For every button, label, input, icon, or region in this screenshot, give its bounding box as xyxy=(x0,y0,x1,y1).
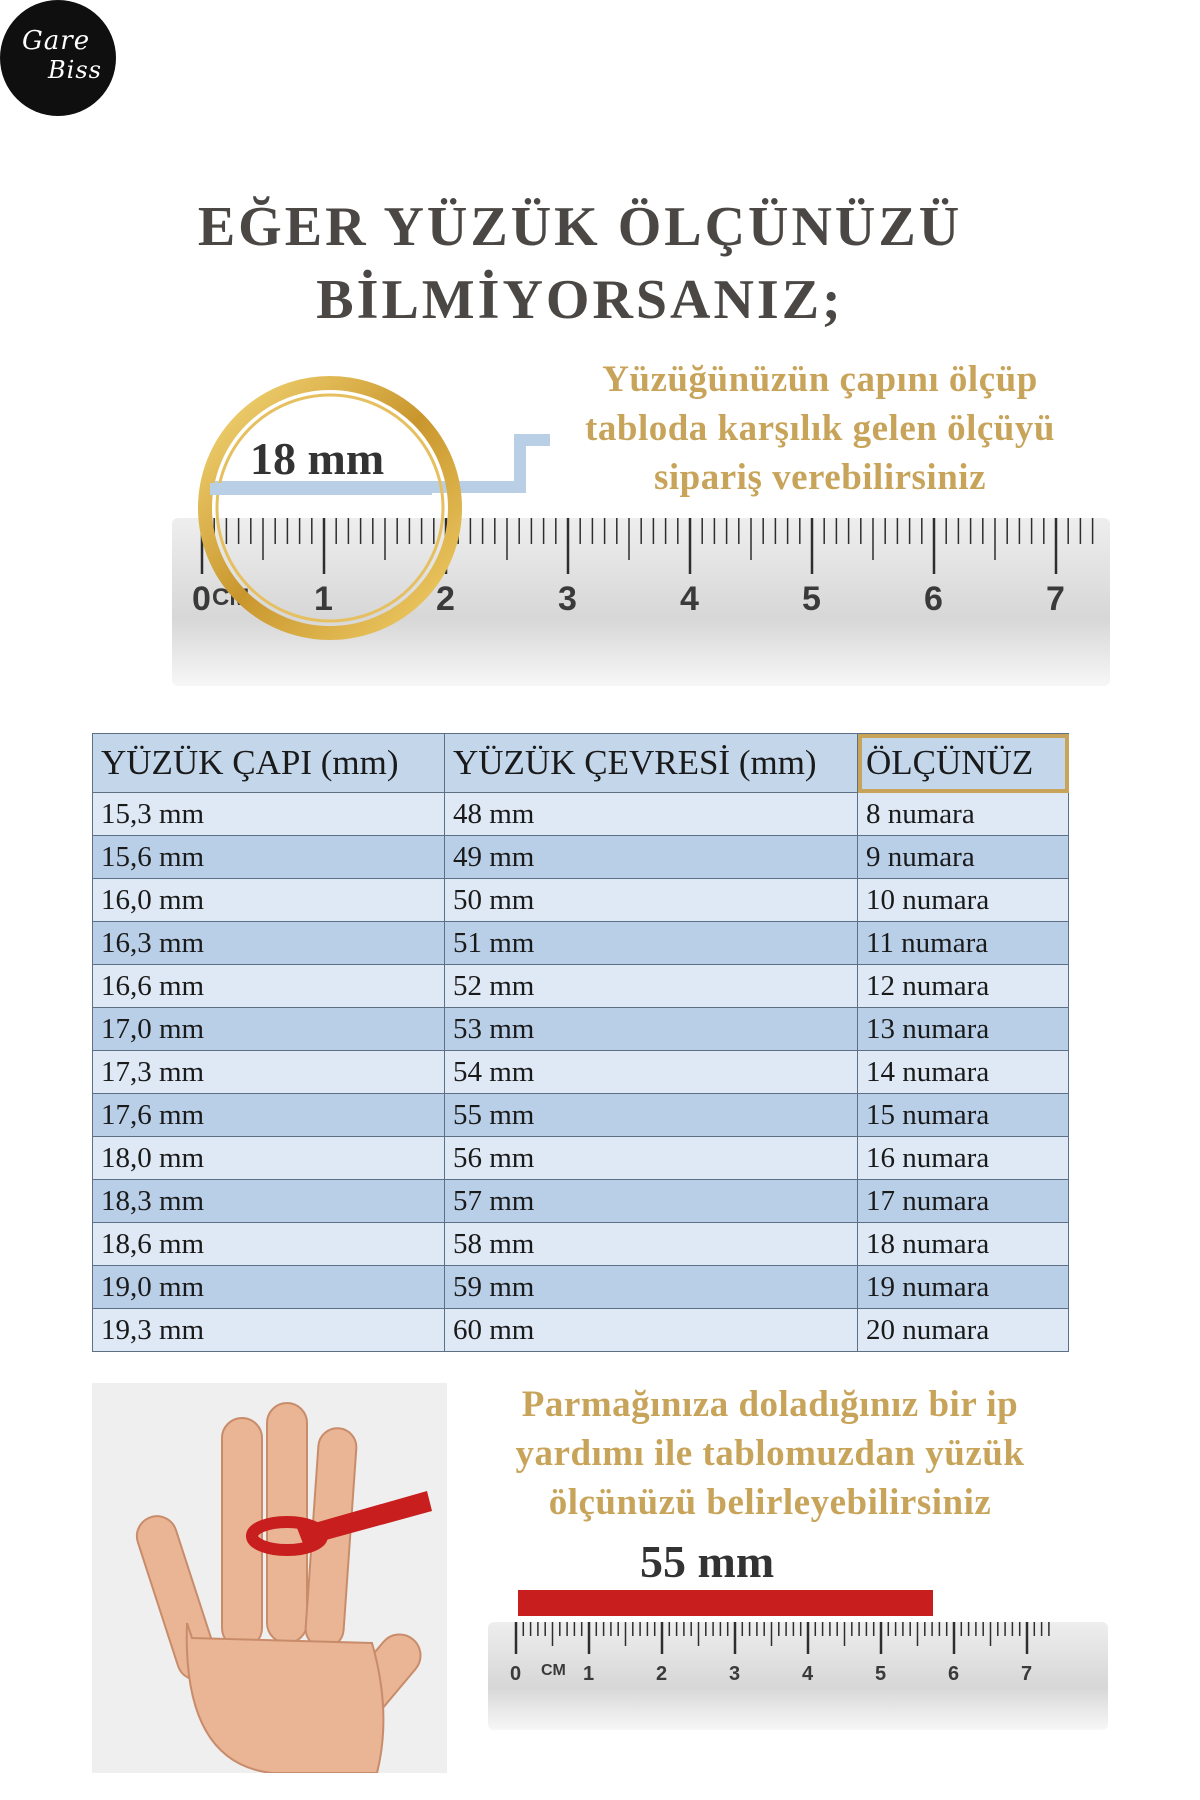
ruler-number: 1 xyxy=(314,580,333,618)
ruler-number: 7 xyxy=(1046,580,1065,618)
cell-size: 9 numara xyxy=(858,836,1069,879)
table-row xyxy=(93,1094,1069,1137)
cell-circumference: 58 mm xyxy=(445,1223,858,1266)
ruler-number: 6 xyxy=(948,1663,960,1685)
ruler-number: 7 xyxy=(1021,1663,1033,1685)
ruler-number: 3 xyxy=(558,580,577,618)
ruler-top-unit: CM xyxy=(212,584,250,611)
cell-circumference: 54 mm xyxy=(445,1051,858,1094)
ruler-number: 2 xyxy=(656,1663,668,1685)
table-row xyxy=(93,1266,1069,1309)
table-row xyxy=(93,922,1069,965)
cell-circumference: 51 mm xyxy=(445,922,858,965)
instruction-bottom-line3: ölçünüzü belirleyebilirsiniz xyxy=(548,1482,992,1523)
cell-diameter: 18,6 mm xyxy=(93,1223,445,1266)
instruction-top-line3: sipariş verebilirsiniz xyxy=(653,457,986,498)
table-row xyxy=(93,879,1069,922)
cell-size: 16 numara xyxy=(858,1137,1069,1180)
table-row xyxy=(93,1223,1069,1266)
ring-diameter-label: 18 mm xyxy=(250,433,385,484)
cell-diameter: 17,0 mm xyxy=(93,1008,445,1051)
instruction-bottom-line1: Parmağınıza doladığınız bir ip xyxy=(521,1384,1019,1425)
ruler-number: 5 xyxy=(802,580,821,618)
hand-photo xyxy=(92,1383,447,1773)
ruler-number: 5 xyxy=(875,1663,887,1685)
logo-text-line1: Gare xyxy=(22,26,91,56)
cell-circumference: 60 mm xyxy=(445,1309,858,1352)
ruler-number: 3 xyxy=(729,1663,741,1685)
table-row xyxy=(93,1051,1069,1094)
string-length-label: 55 mm xyxy=(640,1536,775,1587)
table-header-row xyxy=(93,734,1069,793)
ruler-number: 0 xyxy=(510,1663,522,1685)
table-row xyxy=(93,836,1069,879)
ruler-number: 0 xyxy=(192,580,211,618)
cell-diameter: 18,0 mm xyxy=(93,1137,445,1180)
table-row xyxy=(93,793,1069,836)
cell-size: 15 numara xyxy=(858,1094,1069,1137)
ruler-bottom-ticks xyxy=(488,1622,1108,1730)
cell-size: 10 numara xyxy=(858,879,1069,922)
gold-ring-icon xyxy=(190,368,470,648)
ruler-bottom xyxy=(488,1622,1108,1730)
table-row xyxy=(93,1008,1069,1051)
cell-diameter: 17,3 mm xyxy=(93,1051,445,1094)
cell-size: 12 numara xyxy=(858,965,1069,1008)
logo-text-line2: Biss xyxy=(48,56,102,84)
cell-size: 20 numara xyxy=(858,1309,1069,1352)
ring-size-table xyxy=(92,733,1069,1352)
cell-circumference: 59 mm xyxy=(445,1266,858,1309)
table-row xyxy=(93,1180,1069,1223)
instruction-bottom-line2: yardımı ile tablomuzdan yüzük xyxy=(515,1433,1025,1474)
cell-diameter: 16,0 mm xyxy=(93,879,445,922)
ruler-number: 4 xyxy=(680,580,699,618)
ruler-bottom-unit: CM xyxy=(541,1662,566,1679)
cell-diameter: 17,6 mm xyxy=(93,1094,445,1137)
cell-circumference: 53 mm xyxy=(445,1008,858,1051)
ruler-number: 1 xyxy=(583,1663,595,1685)
cell-size: 19 numara xyxy=(858,1266,1069,1309)
headline-line2: BİLMİYORSANIZ; xyxy=(316,269,844,331)
cell-diameter: 15,3 mm xyxy=(93,793,445,836)
cell-circumference: 48 mm xyxy=(445,793,858,836)
brand-logo xyxy=(0,0,116,116)
instruction-top-line2: tabloda karşılık gelen ölçüyü xyxy=(585,408,1055,449)
cell-diameter: 15,6 mm xyxy=(93,836,445,879)
cell-circumference: 56 mm xyxy=(445,1137,858,1180)
cell-diameter: 19,3 mm xyxy=(93,1309,445,1352)
cell-diameter: 18,3 mm xyxy=(93,1180,445,1223)
cell-size: 14 numara xyxy=(858,1051,1069,1094)
header-ring-circumference: YÜZÜK ÇEVRESİ (mm) xyxy=(445,734,858,793)
table-row xyxy=(93,1137,1069,1180)
cell-circumference: 49 mm xyxy=(445,836,858,879)
cell-size: 8 numara xyxy=(858,793,1069,836)
cell-diameter: 19,0 mm xyxy=(93,1266,445,1309)
cell-size: 18 numara xyxy=(858,1223,1069,1266)
header-your-size: ÖLÇÜNÜZ xyxy=(858,734,1069,793)
table-row xyxy=(93,965,1069,1008)
headline-line1: EĞER YÜZÜK ÖLÇÜNÜZÜ xyxy=(197,196,963,258)
ruler-number: 6 xyxy=(924,580,943,618)
cell-size: 13 numara xyxy=(858,1008,1069,1051)
cell-circumference: 55 mm xyxy=(445,1094,858,1137)
ruler-number: 4 xyxy=(802,1663,814,1685)
cell-diameter: 16,6 mm xyxy=(93,965,445,1008)
cell-size: 11 numara xyxy=(858,922,1069,965)
cell-diameter: 16,3 mm xyxy=(93,922,445,965)
cell-size: 17 numara xyxy=(858,1180,1069,1223)
cell-circumference: 50 mm xyxy=(445,879,858,922)
header-ring-diameter: YÜZÜK ÇAPI (mm) xyxy=(93,734,445,793)
cell-circumference: 52 mm xyxy=(445,965,858,1008)
string-length-bar xyxy=(518,1590,933,1616)
ruler-number: 2 xyxy=(436,580,455,618)
cell-circumference: 57 mm xyxy=(445,1180,858,1223)
table-row xyxy=(93,1309,1069,1352)
hand-icon xyxy=(92,1383,447,1773)
instruction-top-line1: Yüzüğünüzün çapını ölçüp xyxy=(602,359,1038,400)
